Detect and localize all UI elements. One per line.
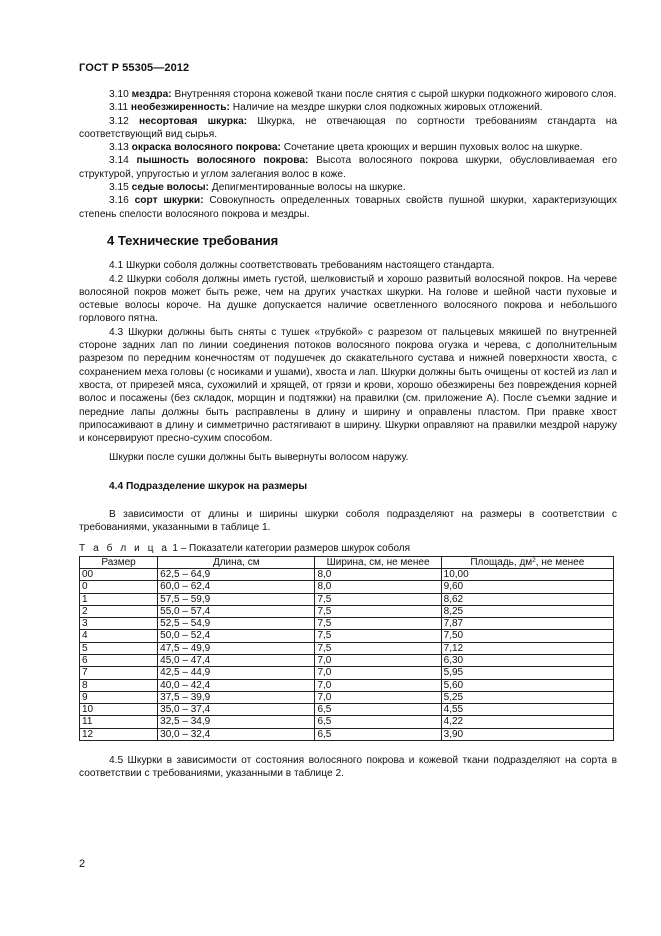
table-cell: 7,5 [315, 593, 441, 605]
table-cell: 4 [80, 630, 158, 642]
table-cell: 6,5 [315, 716, 441, 728]
table-row [80, 654, 614, 666]
table-cell: 10 [80, 704, 158, 716]
table-cell: 47,5 – 49,9 [158, 642, 315, 654]
table-cell: 10,00 [441, 568, 613, 580]
definition-3-15: 3.15 седые волосы: Депигментированные волосы на шкурке. [109, 182, 406, 194]
table-cell: 35,0 – 37,4 [158, 704, 315, 716]
table-cell: 55,0 – 57,4 [158, 605, 315, 617]
document-header: ГОСТ Р 55305—2012 [79, 62, 190, 74]
table-cell: 30,0 – 32,4 [158, 728, 315, 740]
page-content [79, 88, 617, 781]
table-cell: 8,62 [441, 593, 613, 605]
table-cell: 52,5 – 54,9 [158, 618, 315, 630]
table-cell: 7,0 [315, 679, 441, 691]
definition-3-13: 3.13 окраска волосяного покрова: Сочетание цвета кроющих и вершин пуховых волос на шкурке. [109, 142, 583, 154]
size-table [79, 556, 614, 741]
table-cell: 1 [80, 593, 158, 605]
table-cell: 4,55 [441, 704, 613, 716]
paragraph-4-3-note: Шкурки после сушки должны быть вывернуты волосом наружу. [109, 452, 409, 464]
table-cell: 12 [80, 728, 158, 740]
table-cell: 3 [80, 618, 158, 630]
header-length: Длина, см [158, 556, 315, 568]
table-row [80, 704, 614, 716]
paragraph-4-2: 4.2 Шкурки соболя должны иметь густой, шелковистый и хорошо развитый волосяной покров. На череве волосяной покров может быть реже, чем на других участках шкурки. На голове и шейной части пуховые и остевые волосы короче. На душке допускается наличие осветленного волосяного покрова и небольшого горлового пятна. [79, 273, 617, 325]
table-cell: 37,5 – 39,9 [158, 691, 315, 703]
table-cell: 7,0 [315, 667, 441, 679]
table-cell: 5,25 [441, 691, 613, 703]
table-body [80, 568, 614, 740]
paragraph-4-1: 4.1 Шкурки соболя должны соответствовать требованиям настоящего стандарта. [109, 260, 495, 272]
table-row [80, 568, 614, 580]
table-cell: 7,5 [315, 618, 441, 630]
table-cell: 5,95 [441, 667, 613, 679]
table-cell: 7,50 [441, 630, 613, 642]
paragraph-4-3: 4.3 Шкурки должны быть сняты с тушек «трубкой» с разрезом от пальцевых мякишей по внутренней стороне задних лап по линии соединения потоков волосяного покрова огузка и черева, с дополнительным разрезом по передним конечностям от подушечек до скакательного сустава и нижней поверхности хвоста, с сохранением меха головы (с носиками и ушами), хвоста и лап. Шкурки должны быть очищены от костей из лап и хвоста, от прирезей мяса, сухожилий и хрящей, от грязи и крови, хорошо обезжирены без повреждения корней волос и посажены (без складок, морщин и подтяжки) на правилки (см. приложение А). После съемки задние и передние лапы должны быть расправлены в длину и ширину и оправлены пластом. При правке хвост припосаживают в длину и симметрично растягивают в ширину. Шкурки оправляют на правилки мездрой наружу и консервируют пресно-сухим способом. [79, 326, 617, 445]
table-row [80, 728, 614, 740]
table-cell: 11 [80, 716, 158, 728]
table-cell: 7,12 [441, 642, 613, 654]
table-row [80, 716, 614, 728]
table-header-row [80, 556, 614, 568]
header-width: Ширина, см, не менее [315, 556, 441, 568]
table-cell: 4,22 [441, 716, 613, 728]
table-cell: 7,5 [315, 642, 441, 654]
table-cell: 6,5 [315, 728, 441, 740]
table-cell: 50,0 – 52,4 [158, 630, 315, 642]
definition-3-12: 3.12 несортовая шкурка: Шкурка, не отвечающая по сортности требованиям стандарта на соответствующий вид сырья. [79, 115, 617, 140]
table-cell: 9,60 [441, 581, 613, 593]
table-cell: 6,5 [315, 704, 441, 716]
table-cell: 62,5 – 64,9 [158, 568, 315, 580]
table-row [80, 581, 614, 593]
definition-3-14: 3.14 пышность волосяного покрова: Высота волосяного покрова шкурки, обусловливаемая его структурой, упругостью и углом залегания волос в коже. [79, 155, 617, 180]
table-cell: 7,87 [441, 618, 613, 630]
table-cell: 3,90 [441, 728, 613, 740]
paragraph-4-4: В зависимости от длины и ширины шкурки соболя подразделяют на размеры в соответствии с требованиями, указанными в таблице 1. [79, 509, 617, 534]
table-row [80, 667, 614, 679]
table-cell: 9 [80, 691, 158, 703]
definition-3-11: 3.11 необезжиренность: Наличие на мездре шкурки слоя подкожных жировых отложений. [109, 102, 543, 114]
table-cell: 57,5 – 59,9 [158, 593, 315, 605]
table-row [80, 630, 614, 642]
table-cell: 8,0 [315, 568, 441, 580]
definitions-list [79, 88, 617, 221]
table-caption: Т а б л и ц а 1 – Показатели категории размеров шкурок соболя [79, 542, 411, 554]
table-row [80, 691, 614, 703]
table-cell: 7,0 [315, 691, 441, 703]
definition-3-10: 3.10 мездра: Внутренняя сторона кожевой ткани после снятия с сырой шкурки подкожного жирового слоя. [109, 89, 617, 100]
table-row [80, 593, 614, 605]
table-cell: 5,60 [441, 679, 613, 691]
header-size: Размер [80, 556, 158, 568]
table-cell: 42,5 – 44,9 [158, 667, 315, 679]
table-cell: 5 [80, 642, 158, 654]
paragraph-4-5: 4.5 Шкурки в зависимости от состояния волосяного покрова и кожевой ткани подразделяют на сорта в соответствии с требованиями, указанными в таблице 2. [79, 755, 617, 780]
table-cell: 2 [80, 605, 158, 617]
table-cell: 8,25 [441, 605, 613, 617]
table-cell: 8,0 [315, 581, 441, 593]
subsection-title: 4.4 Подразделение шкурок на размеры [109, 480, 308, 492]
table-cell: 6,30 [441, 654, 613, 666]
table-cell: 7 [80, 667, 158, 679]
table-cell: 40,0 – 42,4 [158, 679, 315, 691]
page-number: 2 [79, 858, 86, 870]
table-cell: 7,5 [315, 630, 441, 642]
table-cell: 7,5 [315, 605, 441, 617]
table-row [80, 642, 614, 654]
table-cell: 8 [80, 679, 158, 691]
table-cell: 60,0 – 62,4 [158, 581, 315, 593]
table-row [80, 605, 614, 617]
table-row [80, 618, 614, 630]
header-area: Площадь, $дм^2$, не менее [441, 556, 613, 568]
table-cell: 32,5 – 34,9 [158, 716, 315, 728]
table-cell: 7,0 [315, 654, 441, 666]
definition-3-16: 3.16 сорт шкурки: Совокупность определенных товарных свойств пушной шкурки, характеризующих степень спелости волосяного покрова и мездры. [79, 195, 617, 220]
table-cell: 0 [80, 581, 158, 593]
table-cell: 45,0 – 47,4 [158, 654, 315, 666]
table-cell: 00 [80, 568, 158, 580]
table-row [80, 679, 614, 691]
section-title: 4 Технические требования [107, 232, 279, 248]
table-cell: 6 [80, 654, 158, 666]
